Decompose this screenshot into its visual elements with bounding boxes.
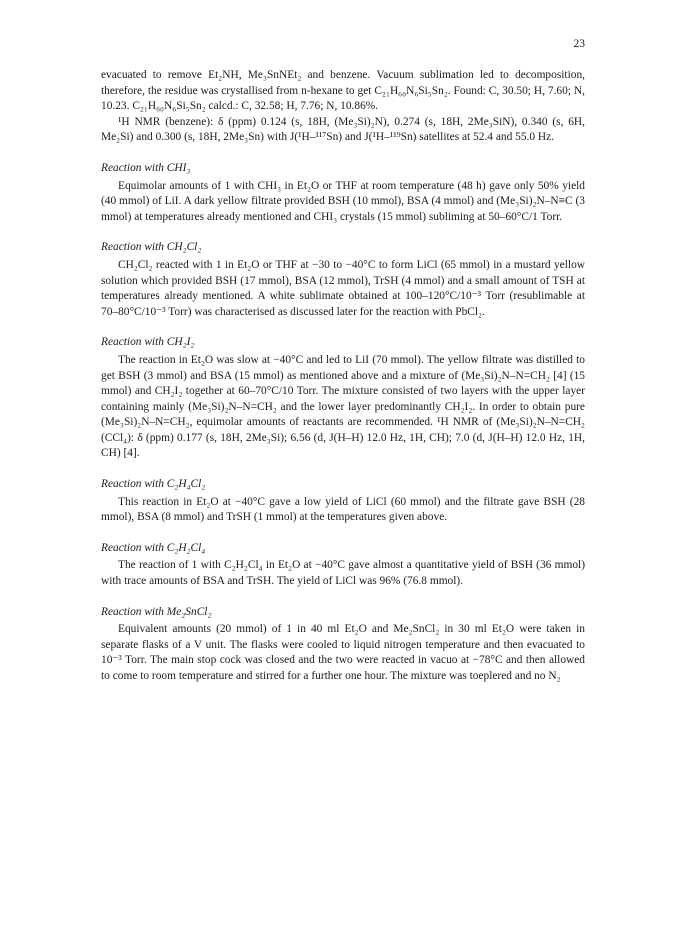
intro-paragraph-1: evacuated to remove Et₂NH, Me₃SnNEt₂ and benzene. Vacuum sublimation led to decomposition, therefore, the residue was crystallised from n-hexane to get C₂₁H₆₀N₆Si₅Sn₂. Found: C, 30.50; H, 7.60; N, 10.23. C₂₁H₆₀N₆Si₅Sn₂ calcd.: C, 32.58; H, 7.76; N, 10.86%. (101, 69, 585, 113)
intro-paragraph-nmr: ¹H NMR (benzene): δ (ppm) 0.124 (s, 18H, (Me₃Si)₂N), 0.274 (s, 18H, 2Me₃SiN), 0.340 (s, 6H, Me₂Si) and 0.300 (s, 18H, 2Me₃Sn) with J(¹H–¹¹⁷Sn) and J(¹H–¹¹⁹Sn) satellites at 52.4 and 55.0 Hz. (101, 115, 585, 144)
section-paragraph-c2h4cl2: This reaction in Et₂O at −40°C gave a low yield of LiCl (60 mmol) and the filtrate gave BSH (28 mmol), BSA (8 mmol) and TrSH (1 mmol) at the temperatures given above. (101, 495, 585, 524)
section-paragraph-chi3: Equimolar amounts of 1 with CHI₃ in Et₂O or THF at room temperature (48 h) gave only 50% yield (40 mmol) of LiI. A dark yellow filtrate provided BSH (10 mmol), BSA (4 mmol) and (Me₃Si)₂N–N≡C (3 mmol) at temperatures already mentioned and CHI₃ crystals (15 mmol) subliming at 50–60°C/1 Torr. (101, 179, 585, 223)
section-heading-ch2i2: Reaction with CH₂I₂ (101, 336, 195, 349)
text-column (101, 68, 585, 685)
section-heading-me2sncl2: Reaction with Me₂SnCl₂ (101, 605, 212, 618)
section-paragraph-me2sncl2: Equivalent amounts (20 mmol) of 1 in 40 ml Et₂O and Me₂SnCl₂ in 30 ml Et₂O were taken in separate flasks of a V unit. The flasks were cooled to liquid nitrogen temperature and then evacuated to 10⁻³ Torr. The main stop cock was closed and the two were reacted in vacuo at −78°C and then allowed to come to room temperature and stirred for a further one hour. The mixture was toeplered and no N₂ (101, 623, 585, 682)
section-paragraph-c2h2cl4: The reaction of 1 with C₂H₂Cl₄ in Et₂O at −40°C gave almost a quantitative yield of BSH (36 mmol) with trace amounts of BSA and TrSH. The yield of LiCl was 96% (76.8 mmol). (101, 559, 585, 588)
page-number: 23 (573, 38, 585, 50)
section-paragraph-ch2cl2: CH₂Cl₂ reacted with 1 in Et₂O or THF at −30 to −40°C to form LiCl (65 mmol) in a mustard yellow solution which provided BSH (17 mmol), BSA (12 mmol), TrSH (4 mmol) and a small amount of TSH at temperatures already mentioned. A white sublimate obtained at 100–120°C/10⁻³ Torr (resublimable at 70–80°C/10⁻³ Torr) was characterised as discussed later for the reaction with PbCl₂. (101, 258, 585, 318)
section-heading-c2h2cl4: Reaction with C₂H₂Cl₄ (101, 541, 206, 554)
section-heading-ch2cl2: Reaction with CH₂Cl₂ (101, 241, 202, 254)
section-heading-chi3: Reaction with CHI₃ (101, 161, 191, 174)
section-paragraph-ch2i2: The reaction in Et₂O was slow at −40°C and led to LiI (70 mmol). The yellow filtrate was distilled to get BSH (3 mmol) and BSA (15 mmol) as mentioned above and a mixture of (Me₃Si)₂N–N=CH₂ [4] (15 mmol) and CH₂I₂ together at 60–70°C/10 Torr. The mixture consisted of two layers with the upper layer containing mainly (Me₃Si)₂N–N=CH₂ and the lower layer predominantly CH₂I₂. In order to obtain pure (Me₃Si)₂N–N=CH₂, equimolar amounts of reactants are recommended. ¹H NMR of (Me₃Si)₂N–N=CH₂ (CCl₄): δ (ppm) 0.177 (s, 18H, 2Me₃Si); 6.56 (d, J(H–H) 12.0 Hz, 1H, CH); 7.0 (d, J(H–H) 12.0 Hz, 1H, CH) [4]. (101, 353, 585, 460)
section-heading-c2h4cl2: Reaction with C₂H₄Cl₂ (101, 478, 206, 491)
